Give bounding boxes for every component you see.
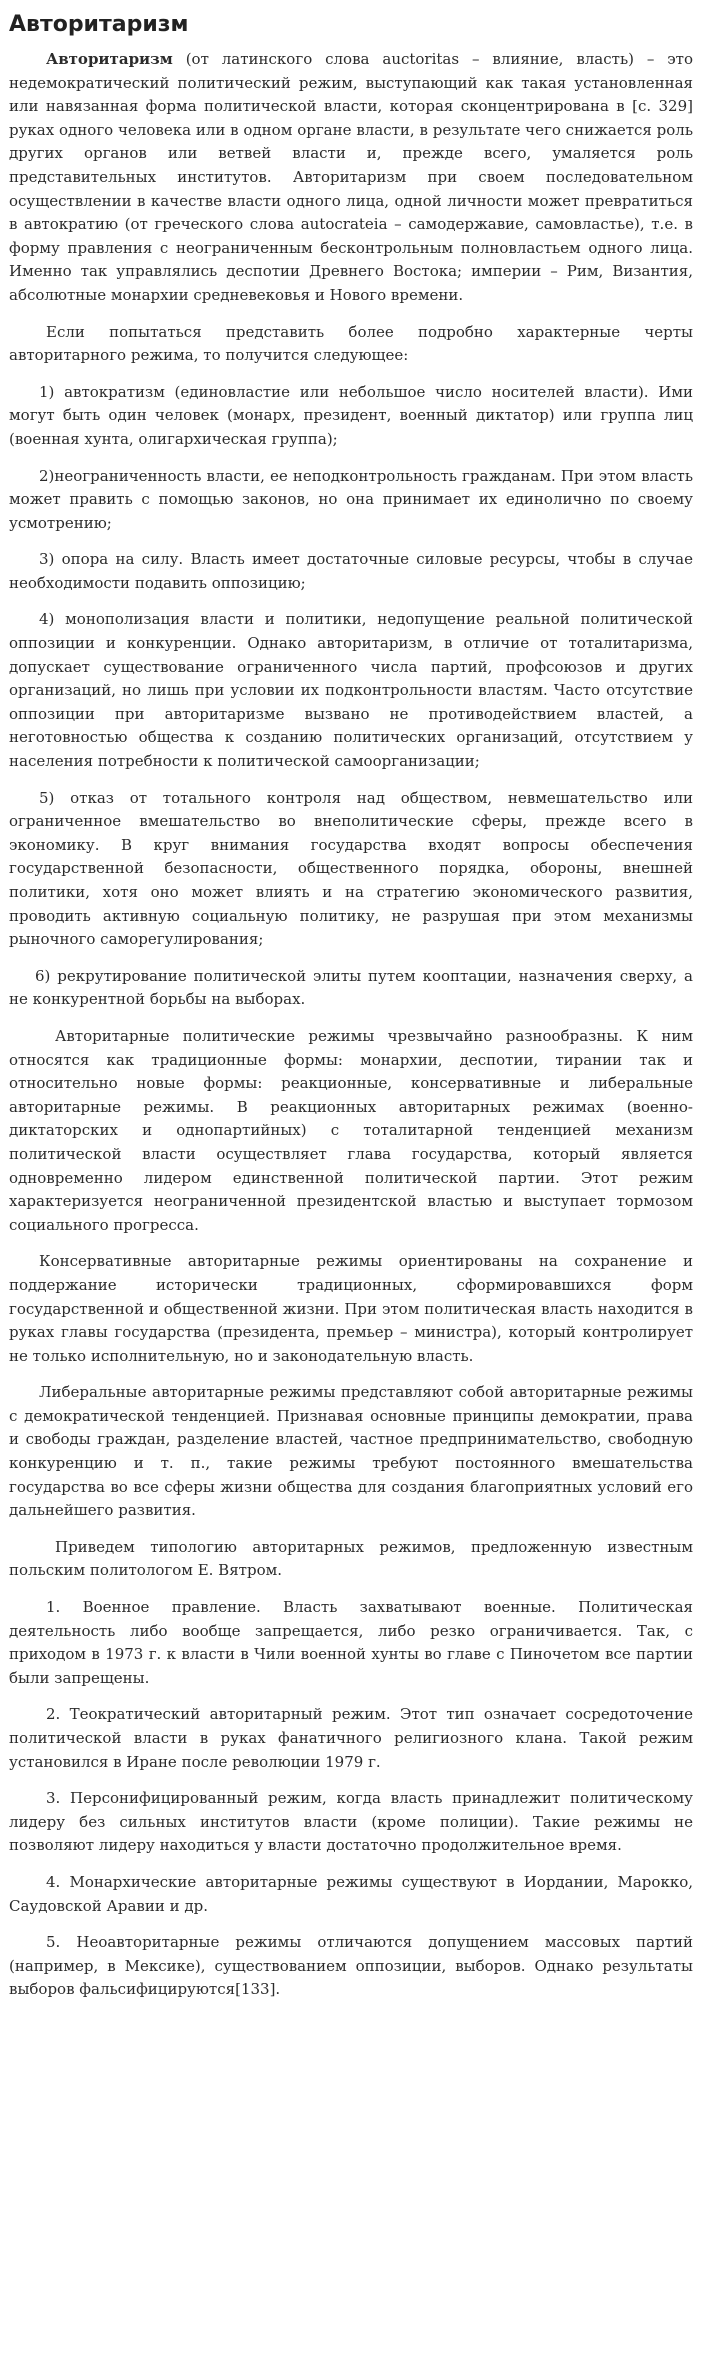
article-title: Авторитаризм (9, 12, 189, 37)
paragraph-regime-variety: Авторитарные политические режимы чрезвычайно разнообразны. К ним относятся как традиционные формы: монархии, деспотии, тирании так и относительно новые формы: реакционные, консервативные и либеральные авторитарные режимы. В реакционных авторитарных режимах (военно-диктаторских и однопартийных) с тоталитарной тенденцией механизм политической власти осуществляет глава государства, который является одновременно лидером единственной политической партии. Этот режим характеризуется неограниченной президентской властью и выступает тормозом социального прогресса. (9, 1026, 693, 1234)
typology-item-3: 3. Персонифицированный режим, когда власть принадлежит политическому лидеру без сильных институтов власти (кроме полиции). Такие режимы не позволяют лидеру находиться у власти достаточно продолжительное время. (9, 1789, 693, 1855)
paragraph-liberal: Либеральные авторитарные режимы представляют собой авторитарные режимы с демократической тенденцией. Признавая основные принципы демократии, права и свободы граждан, разделение властей, частное предпринимательство, свободную конкуренцию и т. п., такие режимы требуют постоянного вмешательства государства во все сферы жизни общества для создания благоприятных условий его дальнейшего развития. (9, 1383, 693, 1520)
typology-item-5: 5. Неоавторитарные режимы отличаются допущением массовых партий (например, в Мексике), существованием оппозиции, выборов. Однако результаты выборов фальсифицируются[133]. (9, 1933, 693, 1999)
term-bold: Авторитаризм (46, 50, 173, 68)
paragraph-definition (9, 48, 693, 308)
typology-item-2: 2. Теократический авторитарный режим. Этот тип означает сосредоточение политической власти в руках фанатичного религиозного клана. Такой режим установился в Иране после революции 1979 г. (9, 1705, 693, 1771)
feature-item-4: 4) монополизация власти и политики, недопущение реальной политической оппозиции и конкуренции. Однако авторитаризм, в отличие от тоталитаризма, допускает существование ограниченного числа партий, профсоюзов и других организаций, но лишь при условии их подконтрольности властям. Часто отсутствие оппозиции при авторитаризме вызвано не противодействием властей, а неготовностью общества к созданию политических организаций, отсутствием у населения потребности к политической самоорганизации; (9, 610, 693, 771)
typology-item-1: 1. Военное правление. Власть захватывают военные. Политическая деятельность либо вообще запрещается, либо резко ограничивается. Так, с приходом в 1973 г. к власти в Чили военной хунты во главе с Пиночетом все партии были запрещены. (9, 1598, 693, 1687)
typology-item-4: 4. Монархические авторитарные режимы существуют в Иордании, Марокко, Саудовской Аравии и др. (9, 1872, 693, 1915)
feature-item-3: 3) опора на силу. Власть имеет достаточные силовые ресурсы, чтобы в случае необходимости подавить оппозицию; (9, 550, 693, 592)
paragraph-typology-intro: Приведем типологию авторитарных режимов, предложенную известным польским политологом Е. Вятром. (9, 1537, 693, 1580)
definition-text: (от латинского слова auctoritas – влияние, власть) – это недемократический политический режим, выступающий как такая установленная или навязанная форма политической власти, которая сконцентрирована в [с. 329] руках одного человека или в одном органе власти, в результате чего снижается роль других органов или ветвей власти и, прежде всего, умаляется роль представительных институтов. Авторитаризм при своем последовательном осуществлении в качестве власти одного лица, одной личности может превратиться в автократию (от греческого слова autocrateia – самодержавие, самовластье), т.е. в форму правления с неограниченным бесконтрольным полновластьем одного лица. Именно так управлялись деспотии Древнего Востока; империи – Рим, Византия, абсолютные монархии средневековья и Нового времени. (9, 50, 693, 304)
paragraph-conservative: Консервативные авторитарные режимы ориентированы на сохранение и поддержание исторически традиционных, сформировавшихся форм государственной и общественной жизни. При этом политическая власть находится в руках главы государства (президента, премьер – министра), который контролирует не только исполнительную, но и законодательную власть. (9, 1252, 693, 1365)
feature-item-6: 6) рекрутирование политической элиты путем кооптации, назначения сверху, а не конкурентной борьбы на выборах. (9, 966, 693, 1009)
feature-item-2: 2)неограниченность власти, ее неподконтрольность гражданам. При этом власть может править с помощью законов, но она принимает их единолично по своему усмотрению; (9, 466, 693, 532)
paragraph-features-intro: Если попытаться представить более подробно характерные черты авторитарного режима, то получится следующее: (9, 322, 693, 365)
feature-item-1: 1) автократизм (единовластие или небольшое число носителей власти). Ими могут быть один человек (монарх, президент, военный диктатор) или группа лиц (военная хунта, олигархическая группа); (9, 382, 693, 448)
feature-item-5: 5) отказ от тотального контроля над обществом, невмешательство или ограниченное вмешательство во внеполитические сферы, прежде всего в экономику. В круг внимания государства входят вопросы обеспечения государственной безопасности, общественного порядка, обороны, внешней политики, хотя оно может влиять и на стратегию экономического развития, проводить активную социальную политику, не разрушая при этом механизмы рыночного саморегулирования; (9, 788, 693, 949)
